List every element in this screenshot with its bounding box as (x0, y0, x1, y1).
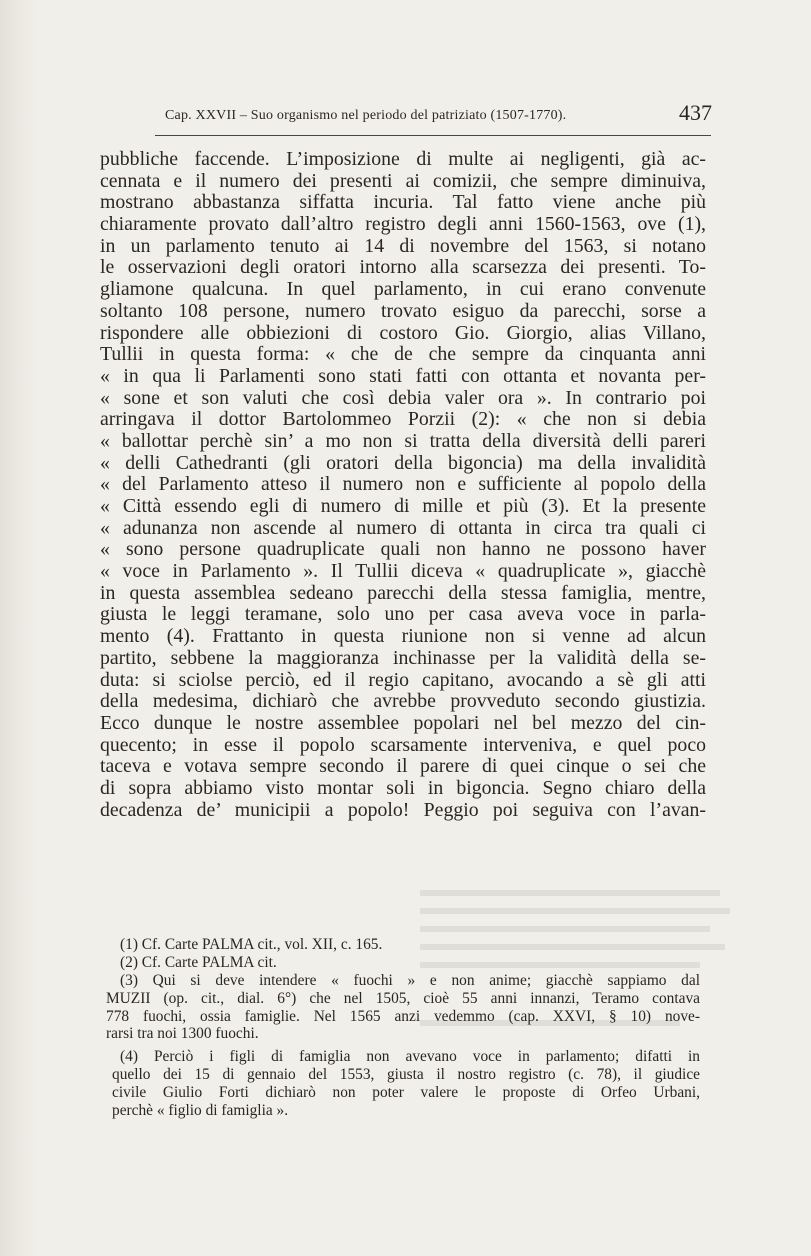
footnotes (106, 936, 700, 1120)
text-line: giusta le leggi teramane, solo uno per casa aveva voce in parla- (100, 603, 706, 626)
footnote-4-cont: quello dei 15 di gennaio del 1553, giusta il nostro registro (c. 78), il giudice (112, 1066, 700, 1084)
text-line: Ecco dunque le nostre assemblee popolari nel bel mezzo del cin- (100, 711, 706, 734)
footnote-2: (2) Cf. Carte PALMA cit. (120, 953, 277, 971)
text-line: arringava il dottor Bartolommeo Porzii (2): « che non si debia (100, 408, 706, 431)
text-line: « sone et son valuti che così debia valer ora ». In contrario poi (100, 386, 706, 409)
text-line: soltanto 108 persone, numero trovato esiguo da parecchi, sorse a (100, 299, 706, 322)
text-line: pubbliche faccende. L’imposizione di multe ai negligenti, già ac- (100, 148, 706, 170)
text-line: chiaramente provato dall’altro registro degli anni 1560-1563, ove (1), (100, 213, 706, 236)
text-line: « ballottar perchè sin’ a mo non si tratta della diversità delli pareri (100, 429, 706, 452)
text-line: duta: si sciolse perciò, ed il regio capitano, avocando a sè gli atti (100, 668, 706, 691)
footnote-3-cont: 778 fuochi, ossia famiglie. Nel 1565 anzi vedemmo (cap. XXVI, § 10) nove- (106, 1007, 700, 1025)
page-number: 437 (679, 100, 712, 125)
text-line: « Città essendo egli di numero di mille et più (3). Et la presente (100, 495, 706, 517)
text-line: le osservazioni degli oratori intorno alla scarsezza dei presenti. To- (100, 256, 706, 279)
text-line: rispondere alle obbiezioni di costoro Gio. Giorgio, alias Villano, (100, 321, 706, 344)
text-line: della medesima, dichiarò che avrebbe provveduto secondo giustizia. (100, 690, 706, 713)
text-line: quecento; in esse il popolo scarsamente interveniva, e quel poco (100, 733, 706, 756)
text-line: taceva e votava sempre secondo il parere di quei cinque o sei che (100, 755, 706, 778)
footnote-3: (3) Qui si deve intendere « fuochi » e non anime; giacchè sappiamo dal (120, 971, 700, 989)
text-line: cennata e il numero dei presenti ai comizii, che sempre diminuiva, (100, 169, 706, 192)
footnote-3-cont: rarsi tra noi 1300 fuochi. (106, 1025, 259, 1043)
footnote-4-cont: civile Giulio Forti dichiarò non poter valere le proposte di Orfeo Urbani, (112, 1084, 700, 1102)
text-line: « sono persone quadruplicate quali non hanno ne possono haver (100, 538, 706, 561)
text-line: in questa assemblea sedeano parecchi della stessa famiglia, mentre, (100, 581, 706, 604)
header-rule (155, 135, 711, 136)
text-line: « adunanza non ascende al numero di ottanta in circa tra quali ci (100, 516, 706, 539)
text-line: gliamone qualcuna. In quel parlamento, in cui erano convenute (100, 278, 706, 301)
text-line: Tullii in questa forma: « che de che sempre da cinquanta anni (100, 343, 706, 366)
text-line: di sopra abbiamo visto montar soli in bigoncia. Segno chiaro della (100, 776, 706, 799)
text-line: « voce in Parlamento ». Il Tullii diceva « quadruplicate », giacchè (100, 560, 706, 583)
main-text (100, 149, 706, 821)
text-line: decadenza de’ municipii a popolo! Peggio poi seguiva con l’avan- (100, 798, 706, 821)
text-line: « in qua li Parlamenti sono stati fatti con ottanta et novanta per- (100, 364, 706, 387)
footnote-1: (1) Cf. Carte PALMA cit., vol. XII, c. 165. (120, 936, 383, 953)
text-line: mostrano abbastanza siffatta incuria. Tal fatto viene anche più (100, 191, 706, 214)
running-title: Cap. XXVII – Suo organismo nel periodo del patriziato (1507-1770). (165, 108, 567, 123)
text-line: partito, sebbene la maggioranza inchinasse per la validità della se- (100, 646, 706, 669)
text-line: « delli Cathedranti (gli oratori della bigoncia) ma della invalidità (100, 451, 706, 474)
footnote-3-cont: MUZII (op. cit., dial. 6°) che nel 1505, cioè 55 anni innanzi, Teramo contava (106, 989, 700, 1007)
footnote-4: (4) Perciò i figli di famiglia non avevano voce in parlamento; difatti in (120, 1048, 700, 1066)
text-line: in un parlamento tenuto ai 14 di novembre del 1563, si notano (100, 234, 706, 257)
running-header (160, 100, 716, 136)
footnote-4-cont: perchè « figlio di famiglia ». (112, 1102, 289, 1120)
text-line: mento (4). Frattanto in questa riunione non si venne ad alcun (100, 625, 706, 648)
text-line: « del Parlamento atteso il numero non e sufficiente al popolo della (100, 473, 706, 496)
